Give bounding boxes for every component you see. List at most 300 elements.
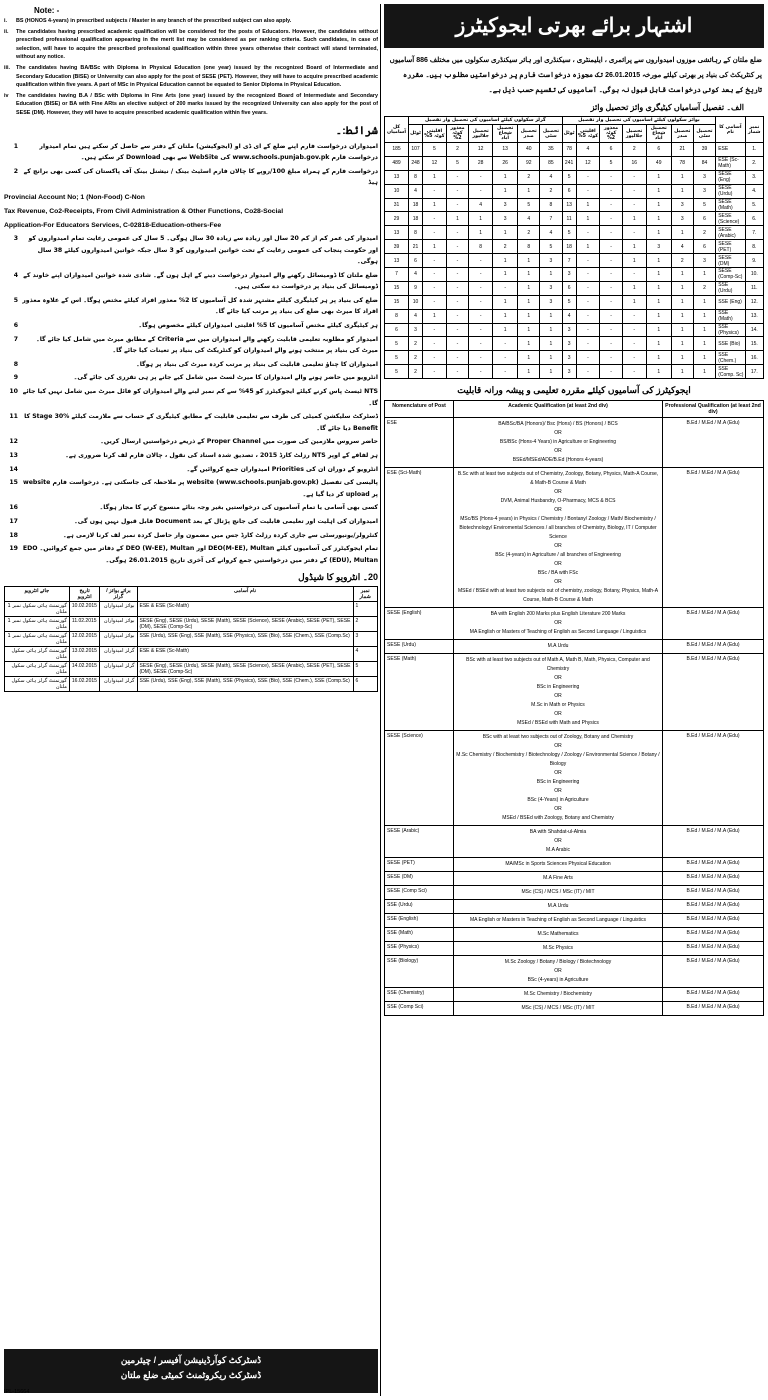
schedule-row: [5, 617, 378, 632]
seats-no-cell: 12.: [745, 295, 763, 309]
note-text: The candidates having B.A / BSc with Diploma in Fine Arts (one year) issued by the recognized Board of Intermediate and Secondary Education (BISE) or BA with Fine ARts an elective subject of 200 marks issued by the recognized University can also apply for the post of SESE (DM). However, they will have to acquire prescribed academic qualification within five years.: [16, 92, 378, 116]
condition-text: ضلع کی بنیاد پر ہر کیٹیگری کیلئے مشتہر شدہ کل آسامیوں کا 2% معذور افراد کیلئے مختص ہوگا۔ اس کے علاوہ معذور افراد کا میرٹ بھی ضلع کی بنیاد پر مرتب کیا جائے گا۔: [22, 296, 378, 316]
seats-boys-cell: 1: [693, 337, 715, 351]
academic-line: MA English or Masters of Teaching of English as Second Language / Linguistics: [469, 629, 647, 636]
seats-boys-cell: 5: [693, 198, 715, 212]
seats-girls-cell: 2: [409, 365, 423, 379]
seats-girls-cell: 5: [423, 143, 447, 157]
seats-girls-cell: -: [446, 198, 468, 212]
condition-item: [4, 450, 378, 462]
seats-boys-cell: 5: [562, 170, 576, 184]
condition-number: 9: [13, 374, 18, 382]
or-separator: OR: [554, 430, 562, 437]
conditions-title: شرائط:۔: [335, 124, 378, 137]
footer-line-1: ڈسٹرکٹ کوآرڈینیشن آفیسر / چیئرمین: [120, 1355, 262, 1365]
seats-boys-cell: 7: [562, 254, 576, 268]
schedule-cell-gender: گرلز امیدواران: [100, 647, 137, 662]
academic-line: M.A Fine Arts: [543, 875, 573, 882]
or-separator: OR: [554, 579, 562, 586]
or-separator: OR: [554, 448, 562, 455]
seats-boys-cell: 6: [562, 184, 576, 198]
academic-line: M.A Urdu: [547, 643, 569, 650]
seats-girls-cell: -: [446, 323, 468, 337]
seats-boys-cell: -: [576, 170, 600, 184]
qualification-row: [385, 826, 764, 858]
qualification-academic-cell: [454, 826, 663, 858]
seats-boys-cell: -: [600, 240, 622, 254]
seats-boys-cell: 1: [622, 254, 646, 268]
academic-line: M.Sc in Math or Physics: [531, 702, 585, 709]
seats-girls-cell: -: [423, 281, 447, 295]
seats-boys-cell: 1: [671, 268, 693, 282]
seats-row: [385, 254, 764, 268]
seats-total-cell: 5: [385, 337, 409, 351]
seats-boys-cell: -: [622, 365, 646, 379]
seats-no-cell: 9.: [745, 254, 763, 268]
seats-boys-cell: 1: [646, 226, 671, 240]
seats-row: [385, 198, 764, 212]
note-number: ii.: [4, 28, 9, 35]
academic-line: M.Sc Zoology / Botany / Biology / Biotechnology: [504, 959, 612, 966]
seats-boys-cell: -: [600, 254, 622, 268]
qualification-row: [385, 640, 764, 654]
seats-total-cell: 39: [385, 240, 409, 254]
condition-item: [4, 166, 378, 189]
qualification-row: [385, 988, 764, 1002]
seats-girls-cell: 1: [518, 184, 540, 198]
seats-girls-cell: 21: [409, 240, 423, 254]
schedule-header-cell: جائے انٹرویو: [5, 587, 70, 602]
schedule-cell-no: 5: [353, 662, 377, 677]
seats-total-cell: 185: [385, 143, 409, 157]
seats-girls-cell: 8: [469, 240, 493, 254]
or-separator: OR: [554, 489, 562, 496]
seats-girls-cell: -: [446, 309, 468, 323]
seats-girls-cell: 1: [540, 365, 562, 379]
seats-boys-cell: 3: [693, 184, 715, 198]
seats-boys-cell: 3: [562, 268, 576, 282]
schedule-cell-venue: گورنمنٹ گرلز ہائی سکول ملتان: [5, 677, 70, 692]
condition-number: 10: [9, 388, 18, 396]
seats-total-cell: 13: [385, 170, 409, 184]
seats-no-cell: 15.: [745, 337, 763, 351]
seats-girls-cell: 5: [518, 198, 540, 212]
schedule-cell-post: SESE (Eng), SESE (Urdu), SESE (Math), SESE (Science), SESE (Arabic), SESE (PET), SESE (DM), SESE (Comp-Sc): [137, 662, 353, 677]
note-item: [4, 92, 378, 118]
condition-number: 12: [9, 438, 18, 446]
note-number: iv: [4, 92, 9, 99]
condition-number: 15: [9, 479, 18, 487]
note-text: The candidates having prescribed academic qualification will be considered for the posts of Educators. However, the candidates without prescribed professional qualification appearing in the merit list may be considered as per ranking criteria. Such candidates, in case of selection, will have to acquire the prescribed professional qualification within three years otherwise their contract will stand terminated, without any notice.: [16, 28, 378, 61]
qualification-professional-cell: B.Ed / M.Ed / M.A (Edu): [663, 928, 764, 942]
qualification-post-cell: SESE (DM): [385, 872, 454, 886]
schedule-cell-date: 13.02.2015: [69, 647, 100, 662]
seats-boys-cell: 2: [693, 281, 715, 295]
seats-girls-cell: -: [423, 351, 447, 365]
schedule-cell-date: 11.02.2015: [69, 617, 100, 632]
schedule-row: [5, 677, 378, 692]
seats-boys-cell: 78: [562, 143, 576, 157]
qualification-professional-cell: B.Ed / M.Ed / M.A (Edu): [663, 1002, 764, 1016]
seats-boys-cell: 1: [671, 309, 693, 323]
seats-boys-cell: 39: [693, 143, 715, 157]
seats-row: [385, 268, 764, 282]
schedule-cell-venue: گورنمنٹ ہائی سکول نمبر 1 ملتان: [5, 602, 70, 617]
seats-post-cell: SSE (Math): [716, 309, 745, 323]
academic-line: DVM, Animal Husbandry, O-Pharmacy, MCS & BCS: [500, 498, 616, 505]
condition-item: [4, 233, 378, 268]
seats-total-cell: 15: [385, 295, 409, 309]
seats-girls-cell: 9: [409, 281, 423, 295]
academic-line: BSc with at least two subjects out of Math A, Math B, Math, Physics, Computer and Chemistry: [466, 657, 650, 673]
seats-boys-cell: 1: [646, 351, 671, 365]
seats-girls-cell: -: [493, 351, 518, 365]
seats-girls-cell: 1: [493, 254, 518, 268]
condition-account-line: Provincial Account No; 1 (Non-Food) C-Non: [4, 193, 145, 201]
seats-girls-cell: 1: [423, 240, 447, 254]
seats-boys-cell: -: [576, 351, 600, 365]
seats-boys-cell: 5: [562, 295, 576, 309]
seats-post-cell: SESE (DM): [716, 254, 745, 268]
seats-boys-cell: 6: [562, 281, 576, 295]
seats-row: [385, 143, 764, 157]
seats-girls-cell: 1: [493, 268, 518, 282]
schedule-cell-no: 1: [353, 602, 377, 617]
schedule-cell-gender: بوائز امیدواران: [100, 602, 137, 617]
academic-line: MSc (CS) / MCS / MSc (IT) / MIT: [521, 889, 595, 896]
seats-girls-cell: 3: [540, 295, 562, 309]
seats-boys-cell: -: [600, 295, 622, 309]
seats-boys-cell: -: [600, 337, 622, 351]
seats-boys-cell: -: [622, 323, 646, 337]
qualification-row: [385, 914, 764, 928]
seats-boys-cell: -: [622, 226, 646, 240]
qualification-academic-cell: [454, 942, 663, 956]
seats-total-header: کل آسامیاں: [385, 117, 409, 143]
seats-boys-cell: 1: [671, 226, 693, 240]
seats-boys-cell: -: [622, 170, 646, 184]
seats-row: [385, 212, 764, 226]
seats-boys-cell: 4: [576, 143, 600, 157]
seats-girls-cell: 1: [423, 170, 447, 184]
seats-boys-cell: -: [600, 212, 622, 226]
qualification-professional-cell: B.Ed / M.Ed / M.A (Edu): [663, 988, 764, 1002]
seats-post-cell: SESE (Eng): [716, 170, 745, 184]
academic-line: BSc in Engineering: [536, 684, 580, 691]
seats-girls-cell: 10: [409, 295, 423, 309]
seats-boys-cell: 1: [693, 323, 715, 337]
condition-item: [4, 141, 378, 164]
seats-boys-cell: -: [576, 281, 600, 295]
seats-no-cell: 17.: [745, 365, 763, 379]
condition-item: [4, 516, 378, 528]
seats-girls-cell: 1: [518, 268, 540, 282]
seats-total-cell: 13: [385, 226, 409, 240]
seats-girls-cell: -: [423, 323, 447, 337]
seats-boys-cell: 1: [646, 337, 671, 351]
condition-item: [4, 295, 378, 318]
interview-schedule-table: [4, 586, 378, 692]
ad-intro: ضلع ملتان کے رہائشی موزوں امیدواروں سے پرائمری ، ایلیمنٹری ، سیکنڈری اور ہائر سیکنڈری سکولوں میں مختلف 886 آسامیوں پر کنٹریکٹ کی بنیاد پر بھرتی کیلئے مورخہ 26.01.2015 تک مجوزہ درخواست فارم پر درخواستیں مطلوب ہیں۔ مقررہ تاریخ کے بعد کوئی درخواست قابل قبول نہ ہوگی۔ آسامیوں کی تقسیم حسب ذیل ہے۔: [389, 57, 762, 94]
seats-girls-cell: -: [493, 281, 518, 295]
seats-sub-header-cell: تحصیل جلالپور: [622, 125, 646, 143]
condition-text: امیدواران کی اہلیت اور تعلیمی قابلیت کی جانچ پڑتال کے بعد Document قابل قبول نہیں ہوں گی۔: [74, 517, 378, 525]
seats-no-cell: 6.: [745, 212, 763, 226]
seats-boys-cell: 84: [693, 156, 715, 170]
seats-row: [385, 281, 764, 295]
seats-boys-cell: 5: [562, 226, 576, 240]
seats-sub-header-cell: ٹوٹل: [562, 125, 576, 143]
seats-boys-cell: 1: [622, 240, 646, 254]
condition-text: امیدواران درخواست فارم اپنے ضلع کے ای ڈی او (ایجوکیشن) ملتان کے دفتر سے حاصل کر سکتے ہیں تمام امیدوار درخواست فارم www.schools.punjab.gov.pk کی WebSite سے بھی Download کر سکتے ہیں۔: [39, 142, 378, 162]
seats-girls-cell: 18: [409, 212, 423, 226]
seats-girls-cell: 2: [446, 143, 468, 157]
academic-line: M.Sc Chemistry / Biochemistry / Biotechnology / Zoology / Environmental Science / Botany / Biology: [456, 752, 660, 768]
condition-text: امیدوار کی عمر کم از کم 20 سال اور زیادہ سے زیادہ 30 سال ہوگی۔ 5 سال کی عمومی رعایت تمام امیدواروں کو اور حکومت پنجاب کی عمومی رعایت کے تحت خواتین امیدواروں کو 3 سال جبکہ خواتین امیدواروں کیلئے 38 سال ہوگی۔: [28, 234, 378, 266]
left-column: [4, 4, 378, 1396]
seats-no-cell: 13.: [745, 309, 763, 323]
seats-boys-cell: 5: [600, 156, 622, 170]
schedule-row: [5, 632, 378, 647]
qualification-professional-cell: B.Ed / M.Ed / M.A (Edu): [663, 468, 764, 608]
qualification-professional-cell: B.Ed / M.Ed / M.A (Edu): [663, 418, 764, 468]
seats-girls-cell: 3: [540, 281, 562, 295]
seats-boys-cell: 78: [671, 156, 693, 170]
seats-post-cell: SESE (Science): [716, 212, 745, 226]
qualification-post-cell: SSE (Physics): [385, 942, 454, 956]
seats-boys-cell: 1: [671, 351, 693, 365]
seats-girls-cell: 4: [518, 212, 540, 226]
condition-number: 13: [9, 452, 18, 459]
note-number: iii.: [4, 64, 10, 71]
conditions-list: [4, 141, 378, 567]
seats-girls-cell: 1: [423, 309, 447, 323]
seats-no-cell: 16.: [745, 351, 763, 365]
seats-boys-cell: -: [622, 184, 646, 198]
schedule-header-cell: تاریخ انٹرویو: [69, 587, 100, 602]
condition-item: [4, 477, 378, 500]
academic-line: BSc (4-years) in Agriculture / all branches of Engineering: [495, 552, 621, 559]
seats-sub-header-cell: تحصیل صدر: [671, 125, 693, 143]
seats-boys-cell: -: [600, 184, 622, 198]
condition-item: [4, 359, 378, 371]
seats-boys-cell: -: [600, 351, 622, 365]
seats-girls-cell: 2: [493, 240, 518, 254]
academic-line: BSEd/MSEd/ADE/B.Ed (Honors 4-years): [512, 457, 604, 464]
seats-boys-cell: 1: [671, 281, 693, 295]
condition-number: 2: [13, 167, 18, 175]
seats-girls-cell: 1: [518, 309, 540, 323]
qualification-academic-cell: [454, 872, 663, 886]
seats-sub-header-cell: تحصیل شجاع آباد: [646, 125, 671, 143]
seats-post-cell: SSE (Physics): [716, 323, 745, 337]
seats-girls-cell: -: [469, 254, 493, 268]
schedule-cell-gender: بوائز امیدواران: [100, 632, 137, 647]
or-separator: OR: [554, 968, 562, 975]
seats-boys-header: بوائز سکولوں کیلئے آسامیوں کی تحصیل وار تفصیل: [562, 117, 716, 125]
qualification-post-cell: SESE (Math): [385, 654, 454, 731]
qualification-row: [385, 928, 764, 942]
seats-boys-cell: 16: [622, 156, 646, 170]
or-separator: OR: [554, 711, 562, 718]
academic-line: BA with English 200 Marks plus English Literature 200 Marks: [490, 611, 626, 618]
seats-row: [385, 295, 764, 309]
seats-row: [385, 323, 764, 337]
schedule-header-cell: نمبر شمار: [353, 587, 377, 602]
condition-text: NTS ٹیسٹ پاس کرنے کیلئے ایجوکیٹرز کو 45% سے کم نمبر لینے والے امیدواران کو فائل میرٹ میں شامل نہیں کیا جائے گا۔: [22, 388, 378, 407]
seats-girls-cell: 26: [493, 156, 518, 170]
seats-girls-cell: 3: [540, 254, 562, 268]
seats-boys-cell: -: [622, 309, 646, 323]
seats-girls-cell: 5: [540, 240, 562, 254]
seats-boys-cell: -: [600, 365, 622, 379]
condition-text: درخواست فارم کے ہمراہ مبلغ 100/روپے کا چالان فارم اسٹیٹ بینک / نیشنل بینک آف پاکستان کی کسی بھی برانچ کے ہیڈ: [23, 167, 378, 187]
seats-boys-cell: 1: [671, 323, 693, 337]
seats-boys-cell: 1: [671, 365, 693, 379]
seats-girls-cell: 4: [409, 309, 423, 323]
qualification-academic-cell: [454, 608, 663, 640]
schedule-cell-gender: بوائز امیدواران: [100, 617, 137, 632]
schedule-cell-no: 6: [353, 677, 377, 692]
seats-girls-cell: 1: [493, 226, 518, 240]
seats-sub-header-cell: تحصیل صدر: [518, 125, 540, 143]
seats-girls-cell: -: [469, 365, 493, 379]
seats-boys-cell: 1: [693, 351, 715, 365]
column-divider: [380, 4, 381, 1396]
qualification-academic-cell: [454, 468, 663, 608]
schedule-row: [5, 662, 378, 677]
seats-boys-cell: -: [576, 323, 600, 337]
seats-boys-cell: 3: [671, 198, 693, 212]
seats-no-cell: 7.: [745, 226, 763, 240]
or-separator: OR: [554, 743, 562, 750]
seats-sub-header-cell: تحصیل سٹی: [693, 125, 715, 143]
seats-girls-cell: -: [446, 351, 468, 365]
academic-line: MSc/BS (Hons-4 years) in Physics / Chemistry / Bontany/ Zoology / Math/ Biochemistry / Biotechnology/ Enviromental Sciences / all branches of Chemistry, Biology, IT / Computer Science: [459, 516, 657, 541]
qualification-professional-cell: B.Ed / M.Ed / M.A (Edu): [663, 654, 764, 731]
seats-girls-cell: -: [446, 295, 468, 309]
seats-post-cell: SSE (Comp. Sc): [716, 365, 745, 379]
schedule-cell-venue: گورنمنٹ ہائی سکول نمبر 1 ملتان: [5, 632, 70, 647]
seats-total-cell: 8: [385, 309, 409, 323]
seats-boys-cell: 1: [646, 295, 671, 309]
seats-total-cell: 15: [385, 281, 409, 295]
seats-boys-cell: -: [576, 184, 600, 198]
seats-girls-cell: 7: [540, 212, 562, 226]
qualifications-title: ایجوکیٹرز کی آسامیوں کیلئے مقررہ تعلیمی و پیشہ ورانہ قابلیت: [457, 385, 691, 396]
seats-row: [385, 170, 764, 184]
qual-header-professional: Professional Qualification (at least 2nd div): [663, 401, 764, 418]
seats-boys-cell: 3: [562, 365, 576, 379]
schedule-cell-date: 16.02.2015: [69, 677, 100, 692]
qualification-row: [385, 942, 764, 956]
condition-item: [4, 334, 378, 357]
academic-line: B.Sc with at least two subjects out of Chemistry, Zoology, Botany, Physics, Math-A Course, & Math-B Course & Math: [457, 471, 659, 487]
seats-boys-cell: 18: [562, 240, 576, 254]
seats-boys-cell: 241: [562, 156, 576, 170]
seats-boys-cell: 3: [671, 212, 693, 226]
seats-girls-cell: -: [423, 226, 447, 240]
seats-girls-cell: 1: [518, 281, 540, 295]
schedule-cell-post: ESE & ESE (Sc-Math): [137, 602, 353, 617]
seats-boys-cell: 49: [646, 156, 671, 170]
seats-boys-cell: 1: [646, 254, 671, 268]
qualification-academic-cell: [454, 886, 663, 900]
seats-girls-cell: -: [423, 337, 447, 351]
condition-text: انٹرویو میں حاضر ہونے والے امیدواران کا میرٹ لسٹ میں شامل کیے جانے پر ہی تقرری کی جائے گی۔: [73, 374, 378, 382]
seats-girls-cell: 1: [518, 323, 540, 337]
schedule-cell-venue: گورنمنٹ ہائی سکول نمبر 1 ملتان: [5, 617, 70, 632]
seats-boys-cell: -: [576, 254, 600, 268]
seats-girls-cell: 2: [518, 170, 540, 184]
seats-boys-cell: 2: [693, 226, 715, 240]
condition-item: [4, 411, 378, 434]
notes-list: [4, 17, 378, 118]
schedule-cell-venue: گورنمنٹ گرلز ہائی سکول ملتان: [5, 647, 70, 662]
seats-boys-cell: 12: [576, 156, 600, 170]
condition-number: 18: [9, 531, 18, 539]
seats-post-cell: SESE (Urdu): [716, 184, 745, 198]
seats-total-cell: 5: [385, 351, 409, 365]
seats-boys-cell: 1: [671, 337, 693, 351]
seats-girls-cell: 4: [540, 170, 562, 184]
or-separator: OR: [554, 675, 562, 682]
condition-item: [4, 270, 378, 293]
seats-girls-cell: -: [469, 351, 493, 365]
seats-girls-cell: 8: [518, 240, 540, 254]
seats-girls-cell: -: [423, 295, 447, 309]
seats-girls-cell: -: [423, 212, 447, 226]
seats-girls-cell: 2: [540, 184, 562, 198]
seats-girls-cell: 2: [409, 351, 423, 365]
seats-boys-cell: -: [576, 295, 600, 309]
seats-no-cell: 8.: [745, 240, 763, 254]
condition-account-line: Tax Revenue, Co2-Receipts, From Civil Administration & Other Functions, Co28-Social: [4, 207, 284, 215]
academic-line: MA/MSc in Sports Sciences Physical Education: [505, 861, 611, 868]
or-separator: OR: [554, 838, 562, 845]
seats-sub-header-cell: تحصیل سٹی: [540, 125, 562, 143]
qualification-post-cell: SESE (Science): [385, 731, 454, 826]
academic-line: M.A Urdu: [547, 903, 569, 910]
qualification-row: [385, 956, 764, 988]
right-column: [384, 4, 764, 1396]
note-item: [4, 64, 378, 90]
qualification-row: [385, 418, 764, 468]
seats-girls-cell: -: [446, 254, 468, 268]
academic-line: M.Sc Physics: [542, 945, 573, 952]
qualification-professional-cell: B.Ed / M.Ed / M.A (Edu): [663, 914, 764, 928]
seats-sub-header-cell: ٹوٹل: [409, 125, 423, 143]
seats-girls-cell: 1: [518, 337, 540, 351]
condition-text: امیدواران کا چناؤ تعلیمی قابلیت کی بنیاد پر مرتب کردہ میرٹ کی بنیاد پر ہوگا۔: [136, 360, 378, 368]
academic-line: BSc (4-Years) in Agriculture: [527, 797, 589, 804]
qualification-post-cell: SSE (Math): [385, 928, 454, 942]
schedule-row: [5, 602, 378, 617]
condition-text: تمام ایجوکیٹرز کی آسامیوں کیلئے DEO(M-EE), Multan اور DEO (W-EE), Multan کے دفاتر میں جمع کروائیں۔ EDO (EDU), Multan کے دفتر میں درخواستیں جمع کروانے کی آخری تاریخ 26.01.2015 ہوگی۔: [22, 545, 378, 564]
condition-number: 16: [9, 504, 18, 512]
qualification-post-cell: SESE (Comp Sci): [385, 886, 454, 900]
seats-girls-cell: 1: [518, 254, 540, 268]
seats-subheading: الف۔ تفصیل آسامیاں کیٹیگری وائز تحصیل وائز: [590, 103, 744, 112]
seats-boys-cell: 2: [671, 254, 693, 268]
condition-number: 4: [13, 271, 18, 279]
seats-boys-cell: 1: [646, 309, 671, 323]
seats-total-cell: 6: [385, 323, 409, 337]
note-number: i.: [4, 18, 7, 24]
condition-number: 11: [9, 413, 18, 421]
seats-girls-cell: 1: [540, 351, 562, 365]
qualification-academic-cell: [454, 900, 663, 914]
